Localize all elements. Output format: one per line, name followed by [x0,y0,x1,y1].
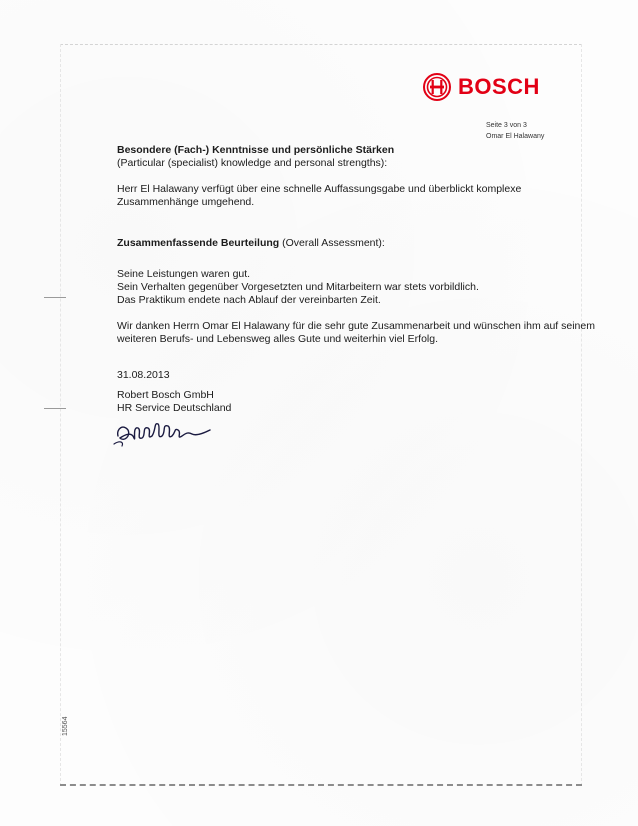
knowledge-text-line: Herr El Halawany verfügt über eine schnelle Auffassungsgabe und überblickt komplexe [117,183,522,195]
thanks-text-line: weiteren Berufs- und Lebensweg alles Gute und weiterhin viel Erfolg. [117,333,439,345]
knowledge-heading [117,144,394,170]
thanks-text-line: Wir danken Herrn Omar El Halawany für die sehr gute Zusammenarbeit und wünschen ihm auf seinem [117,320,595,332]
page-number: Seite 3 von 3 [486,122,527,129]
scan-border-right [581,44,582,786]
scan-border-top [60,44,582,45]
knowledge-text-line: Zusammenhänge umgehend. [117,196,255,208]
department-name: HR Service Deutschland [117,402,232,414]
assessment-text-line: Sein Verhalten gegenüber Vorgesetzten und Mitarbeitern war stets vorbildlich. [117,281,479,293]
assessment-heading-de: Zusammenfassende Beurteilung [117,237,280,249]
brand-name: BOSCH [458,74,540,99]
fold-mark-upper [44,297,66,298]
knowledge-heading-en: (Particular (specialist) knowledge and personal strengths): [117,157,388,169]
scan-border-bottom [60,784,582,786]
company-name: Robert Bosch GmbH [117,389,214,401]
person-name: Omar El Halawany [486,133,545,140]
assessment-heading-en: (Overall Assessment): [279,237,385,249]
document-date: 31.08.2013 [117,369,170,381]
page-info [486,120,544,142]
assessment-text-line: Seine Leistungen waren gut. [117,268,251,280]
sender-block [117,389,231,415]
fold-mark-lower [44,408,66,409]
knowledge-heading-de: Besondere (Fach-) Kenntnisse und persönliche Stärken [117,144,395,156]
bosch-armature-icon [422,72,452,102]
bosch-logo [422,72,540,102]
handwritten-signature [112,414,222,454]
side-reference-code: 15564 [62,716,69,736]
assessment-text [117,268,479,307]
thanks-paragraph [117,320,595,346]
scan-border-left [60,44,61,786]
assessment-heading [117,237,385,250]
knowledge-text [117,183,521,209]
assessment-text-line: Das Praktikum endete nach Ablauf der vereinbarten Zeit. [117,294,381,306]
